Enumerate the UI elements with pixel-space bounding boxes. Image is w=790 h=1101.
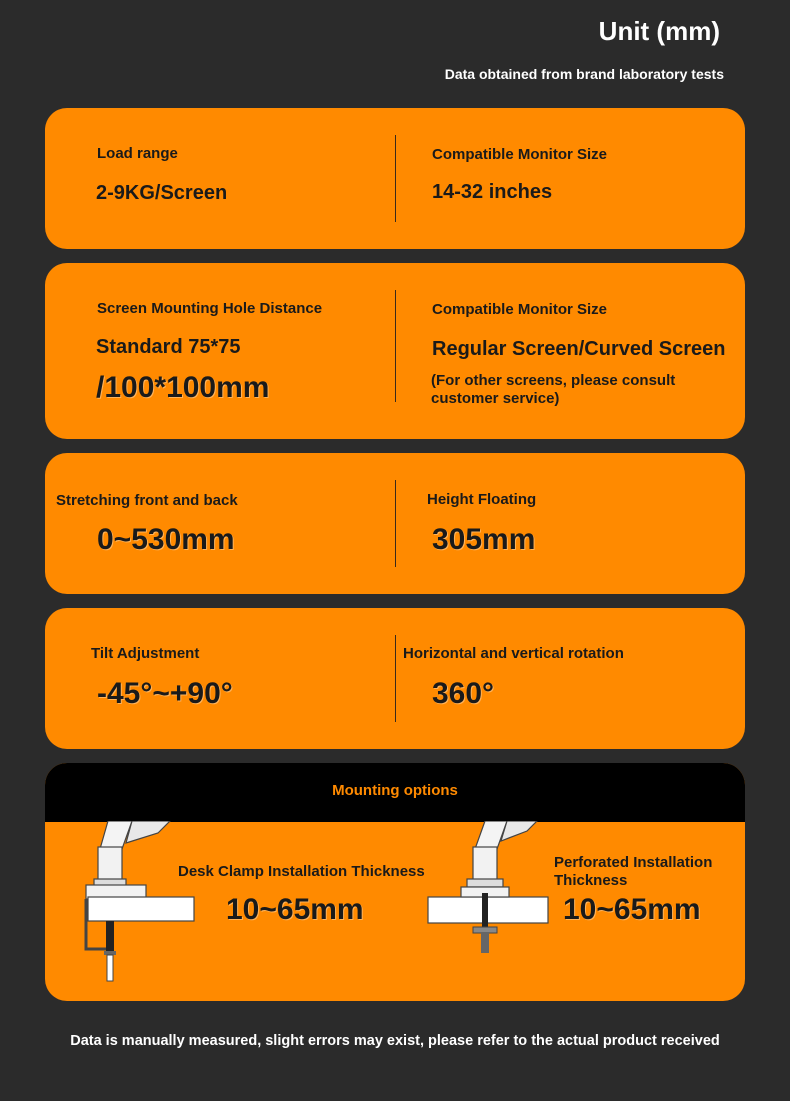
rotation-value: 360° [432,677,495,710]
spec-card-rotation [45,608,745,749]
load-range-label: Load range [97,145,178,162]
tilt-label: Tilt Adjustment [91,645,200,662]
hole-distance-label: Screen Mounting Hole Distance [97,300,323,317]
card-divider [395,290,396,402]
grommet-illustration [427,821,557,961]
lab-note: Data obtained from brand laboratory tests [444,66,724,82]
monitor-type-label: Compatible Monitor Size [432,301,608,318]
card-divider [395,480,396,567]
height-label: Height Floating [427,491,537,508]
spec-card-vesa [45,263,745,439]
monitor-size-label: Compatible Monitor Size [432,146,608,163]
monitor-type-note: (For other screens, please consult customer service) [431,372,676,407]
height-value: 305mm [432,523,536,556]
monitor-type-value: Regular Screen/Curved Screen [432,338,726,360]
stretch-label: Stretching front and back [56,492,238,509]
stretch-value: 0~530mm [97,523,235,556]
rotation-label: Horizontal and vertical rotation [403,645,624,662]
mounting-card [45,763,745,1001]
clamp-value: 10~65mm [226,893,364,926]
spec-card-extension [45,453,745,594]
desk-clamp-illustration [80,821,210,991]
hole-distance-value-line1: Standard 75*75 [96,336,241,358]
clamp-label: Desk Clamp Installation Thickness [178,863,425,880]
unit-title: Unit (mm) [598,16,720,46]
card-divider [395,135,396,222]
monitor-size-value: 14-32 inches [432,181,553,203]
mounting-title: Mounting options [45,763,745,822]
load-range-value: 2-9KG/Screen [96,182,228,204]
spec-card-load [45,108,745,249]
card-divider [395,635,396,722]
grommet-label: Perforated Installation Thickness [554,854,713,889]
footer-note: Data is manually measured, slight errors may exist, please refer to the actual product received [70,1033,720,1049]
tilt-value: -45°~+90° [97,677,233,710]
hole-distance-value-line2: /100*100mm [96,371,270,404]
grommet-value: 10~65mm [563,893,701,926]
